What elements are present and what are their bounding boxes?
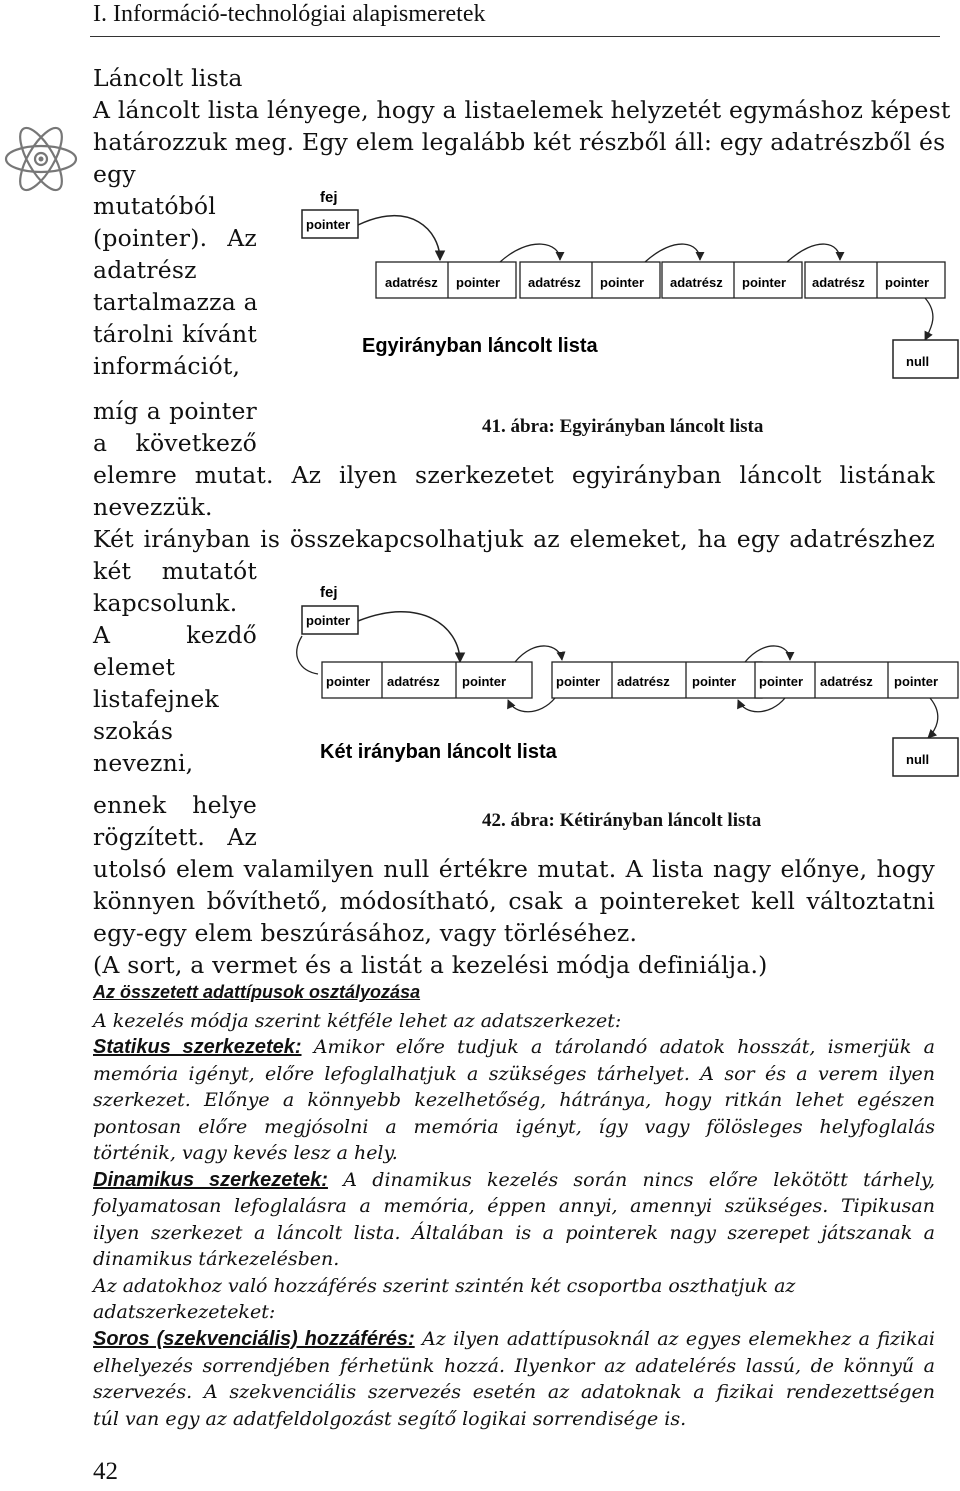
node-data-label: adatrész: [385, 275, 438, 290]
node-pointer-label: pointer: [456, 275, 501, 290]
node-data-label: adatrész: [528, 275, 581, 290]
figure-caption: 42. ábra: Kétirányban láncolt lista: [482, 810, 762, 831]
null-label: null: [906, 354, 930, 369]
text-line: ennek helye: [93, 791, 257, 819]
text-line: tárolni kívánt: [93, 320, 257, 348]
text-line: szokás: [93, 717, 174, 745]
text-line: túl van egy az adatfeldolgozást segítő logikai sorrendisége is.: [93, 1408, 687, 1430]
text-line: míg a pointer: [93, 397, 257, 425]
text-line: elemet: [93, 653, 176, 681]
head-pointer-label: pointer: [306, 217, 351, 232]
node-next-label: pointer: [692, 674, 737, 689]
text-line: adatrész: [93, 256, 197, 284]
text-line: határozzuk meg. Egy elem legalább két részből áll: egy adatrészből és: [93, 128, 946, 156]
head-label: fej: [320, 584, 338, 601]
node-data-label: adatrész: [670, 275, 723, 290]
text-line: A láncolt lista lényege, hogy a listaelemek helyzetét egymáshoz képest: [93, 96, 951, 124]
text-line: A kezdő: [93, 621, 257, 649]
header-rule: [90, 36, 940, 37]
text-line: memória igényt, előre lefoglalhatjuk a szükséges tárhelyet. A sor és a verem ilyen: [93, 1063, 935, 1085]
text-line: szerkezet. Előnye a könnyebb kezelhetőség, hátránya, hogy ritkán lehet egészen: [93, 1089, 935, 1111]
doubly-linked-list-diagram: [290, 576, 960, 781]
text-line: utolsó elem valamilyen null értékre mutat. A lista nagy előnye, hogy: [93, 855, 935, 883]
null-label: null: [906, 752, 930, 767]
text-line: történik, vagy kevés lesz a hely.: [93, 1142, 398, 1164]
text-line: tartalmazza a: [93, 288, 258, 316]
node-prev-label: pointer: [326, 674, 371, 689]
text-line: (pointer). Az: [93, 224, 257, 252]
head-pointer-label: pointer: [306, 613, 351, 628]
text-line: adatszerkezeteket:: [93, 1301, 276, 1323]
node-pointer-label: pointer: [885, 275, 930, 290]
term-sequential: Soros (szekvenciális) hozzáférés:: [93, 1328, 415, 1350]
text-line: egy: [93, 160, 136, 188]
text-line: két mutatót: [93, 557, 257, 585]
node-next-label: pointer: [462, 674, 507, 689]
node-data-label: adatrész: [387, 674, 440, 689]
diagram-title: Két irányban láncolt lista: [320, 741, 557, 763]
text-line: (A sort, a vermet és a listát a kezelési módja definiálja.): [93, 951, 768, 979]
term-static: Statikus szerkezetek:: [93, 1036, 302, 1058]
text-line: nevezni,: [93, 749, 194, 777]
text-line: elemre mutat. Az ilyen szerkezetet egyirányban láncolt listának: [93, 461, 935, 489]
text-line: rögzített. Az: [93, 823, 257, 851]
figure-caption: 41. ábra: Egyirányban láncolt lista: [482, 416, 764, 437]
paragraph-line: Soros (szekvenciális) hozzáférés: Az ilyen adattípusoknál az egyes elemekhez a fizikai: [93, 1328, 935, 1350]
running-header: I. Információ-technológiai alapismeretek: [93, 1, 486, 27]
node-prev-label: pointer: [556, 674, 601, 689]
text-line: pontosan előre megjósolni a memória igényt, így vagy fölösleges helyfoglalás: [93, 1116, 935, 1138]
node-next-label: pointer: [894, 674, 939, 689]
text-line: Az adatokhoz való hozzáférés szerint szintén két csoportba oszthatjuk az: [93, 1275, 796, 1297]
page-number: 42: [93, 1458, 118, 1485]
node-prev-label: pointer: [759, 674, 804, 689]
text-line: a következő: [93, 429, 257, 457]
singly-linked-list-diagram: [290, 180, 960, 385]
atom-icon: [2, 118, 80, 200]
text-line: A kezelés módja szerint kétféle lehet az adatszerkezet:: [93, 1010, 622, 1032]
node-pointer-label: pointer: [600, 275, 645, 290]
node-data-label: adatrész: [812, 275, 865, 290]
text-line: elhelyezés sorrendjében férhetünk hozzá. Ilyenkor az adatelérés lassú, de könnyű a: [93, 1355, 935, 1377]
subheading: Az összetett adattípusok osztályozása: [93, 982, 421, 1002]
text-line: szervezés. A szekvenciális szervezés esetén az adatoknak a fizikai rendezettségen: [93, 1381, 935, 1403]
text-line: mutatóból: [93, 192, 216, 220]
head-label: fej: [320, 189, 338, 206]
text-line: dinamikus tárkezelésben.: [93, 1248, 340, 1270]
text-line: folyamatosan lefoglalásra a memória, éppen annyi, amennyi szükséges. Tipikusan: [93, 1195, 935, 1217]
text-line: információt,: [93, 352, 241, 380]
paragraph-line: Statikus szerkezetek: Amikor előre tudjuk a tárolandó adatok hosszát, ismerjük a: [93, 1036, 935, 1058]
text-line: ilyen szerkezet a láncolt lista. Általában is a pointerek nagy szerepet játszanak a: [93, 1222, 935, 1244]
term-dynamic: Dinamikus szerkezetek:: [93, 1169, 328, 1191]
node-data-label: adatrész: [820, 674, 873, 689]
node-data-label: adatrész: [617, 674, 670, 689]
text-line: Két irányban is összekapcsolhatjuk az elemeket, ha egy adatrészhez: [93, 525, 935, 553]
paragraph-line: Dinamikus szerkezetek: A dinamikus kezelés során nincs előre lekötött tárhely,: [93, 1169, 936, 1191]
text-line: kapcsolunk.: [93, 589, 238, 617]
section-title: Láncolt lista: [93, 64, 243, 92]
node-pointer-label: pointer: [742, 275, 787, 290]
text-line: könnyen bővíthető, módosítható, csak a pointereket kell változtatni: [93, 887, 935, 915]
text-line: egy-egy elem beszúrásához, vagy törléséhez.: [93, 919, 638, 947]
text-line: listafejnek: [93, 685, 219, 713]
diagram-title: Egyirányban láncolt lista: [362, 335, 598, 357]
text-line: nevezzük.: [93, 493, 213, 521]
